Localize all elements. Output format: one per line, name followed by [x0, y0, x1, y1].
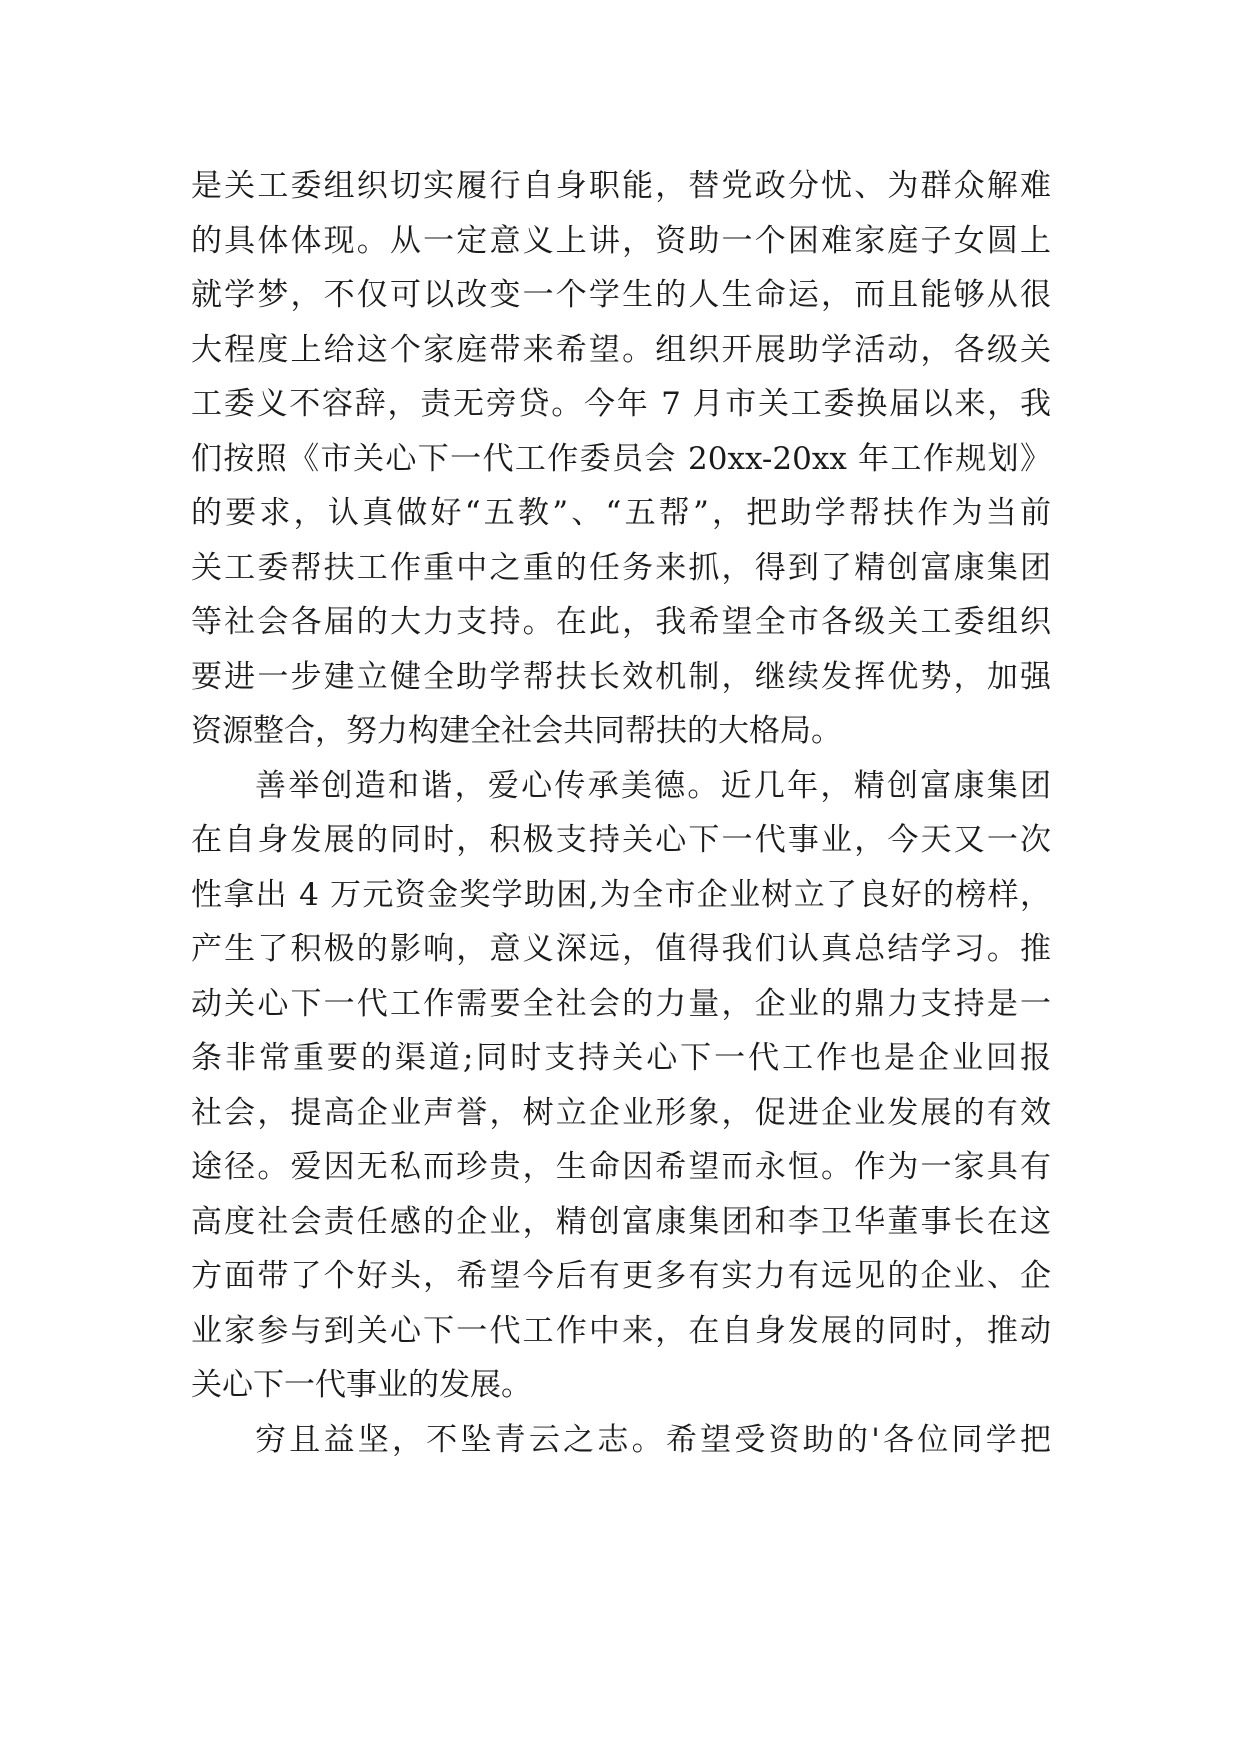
text-line: 工委义不容辞，责无旁贷。今年 7 月市关工委换届以来，我 [191, 386, 1051, 422]
text-line: 就学梦，不仅可以改变一个学生的人生命运，而且能够从很 [191, 277, 1051, 313]
text-line: 途径。爱因无私而珍贵，生命因希望而永恒。作为一家具有 [191, 1149, 1051, 1185]
text-line: 的具体体现。从一定意义上讲，资助一个困难家庭子女圆上 [191, 222, 1051, 259]
text-line: 方面带了个好头，希望今后有更多有实力有远见的企业、企 [191, 1258, 1051, 1294]
text-line: 等社会各届的大力支持。在此，我希望全市各级关工委组织 [191, 604, 1051, 640]
text-line: 资源整合，努力构建全社会共同帮扶的大格局。 [191, 713, 842, 749]
text-line: 善举创造和谐，爱心传承美德。近几年，精创富康集团 [255, 767, 1051, 804]
text-line: 要进一步建立健全助学帮扶长效机制，继续发挥优势，加强 [191, 658, 1051, 695]
text-line: 在自身发展的同时，积极支持关心下一代事业，今天又一次 [191, 822, 1051, 858]
text-line: 业家参与到关心下一代工作中来，在自身发展的同时，推动 [191, 1312, 1051, 1349]
text-line: 是关工委组织切实履行自身职能，替党政分忧、为群众解难 [191, 168, 1051, 204]
text-line: 高度社会责任感的企业，精创富康集团和李卫华董事长在这 [191, 1203, 1051, 1240]
document-body [191, 159, 1051, 1467]
text-line: 们按照《市关心下一代工作委员会 20xx-20xx 年工作规划》 [191, 440, 1051, 477]
text-line: 的要求，认真做好“五教”、“五帮”，把助学帮扶作为当前 [191, 495, 1051, 531]
text-line: 性拿出 4 万元资金奖学助困,为全市企业树立了良好的榜样， [191, 876, 1051, 913]
text-line: 条非常重要的渠道;同时支持关心下一代工作也是企业回报 [191, 1040, 1051, 1076]
text-line: 产生了积极的影响，意义深远，值得我们认真总结学习。推 [191, 931, 1051, 967]
text-line: 关工委帮扶工作重中之重的任务来抓，得到了精创富康集团 [191, 549, 1051, 586]
text-line: 关心下一代事业的发展。 [191, 1367, 532, 1403]
text-line: 社会，提高企业声誉，树立企业形象，促进企业发展的有效 [191, 1094, 1051, 1131]
text-line: 动关心下一代工作需要全社会的力量，企业的鼎力支持是一 [191, 985, 1051, 1022]
text-line: 穷且益坚，不坠青云之志。希望受资助的'各位同学把 [255, 1421, 1051, 1458]
text-line: 大程度上给这个家庭带来希望。组织开展助学活动，各级关 [191, 331, 1051, 368]
